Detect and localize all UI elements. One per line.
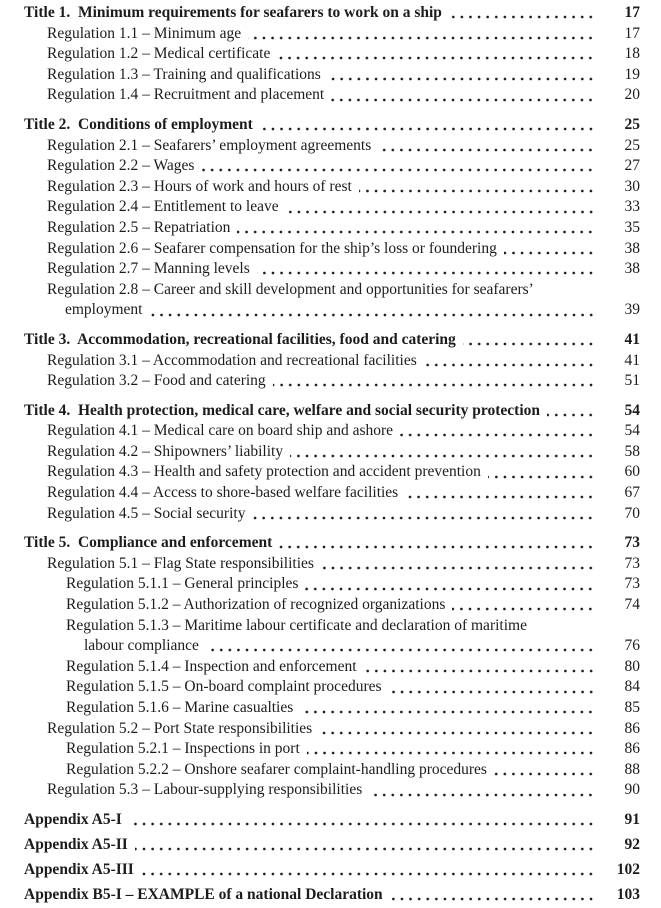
toc-entry-label: Regulation 5.2 – Port State responsibilities (47, 719, 313, 737)
toc-entry-label: Regulation 2.5 – Repatriation (47, 218, 231, 236)
dot-leader (135, 835, 595, 856)
toc-entry-regulation-5-3 (24, 780, 640, 801)
toc-entry-regulation-2-6 (24, 239, 640, 260)
toc-entry-label: Title 5. Compliance and enforcement (24, 534, 273, 552)
toc-entry-regulation-2-8 (24, 280, 640, 301)
toc-entry-regulation-5-1-3 (24, 616, 640, 637)
toc-entry-label: Regulation 2.1 – Seafarers’ employment agreements (47, 136, 372, 154)
toc-entry-appendix-a5-i (24, 810, 640, 831)
toc-entry-regulation-5-1-5 (24, 677, 640, 698)
dot-leader (321, 554, 595, 575)
toc-entry-page: 54 (624, 422, 640, 440)
toc-entry-regulation-2-1 (24, 136, 640, 157)
table-of-contents (24, 3, 640, 906)
toc-entry-regulation-5-2-2 (24, 760, 640, 781)
toc-entry-title-4 (24, 401, 640, 422)
toc-entry-page: 20 (624, 86, 640, 104)
toc-entry-page: 86 (624, 740, 640, 758)
dot-leader (405, 483, 595, 504)
toc-entry-label: Regulation 5.2.2 – Onshore seafarer complaint-handling procedures (66, 760, 487, 778)
toc-entry-page: 41 (624, 351, 640, 369)
toc-entry-label: Regulation 5.2.1 – Inspections in port (66, 740, 300, 758)
toc-entry-label: Regulation 3.2 – Food and catering (47, 372, 266, 390)
toc-entry-page: 76 (624, 637, 640, 655)
toc-entry-page: 17 (624, 24, 640, 42)
toc-entry-page: 30 (624, 177, 640, 195)
toc-entry-page: 91 (624, 810, 640, 828)
toc-entry-page: 73 (624, 534, 640, 552)
dot-leader (300, 698, 595, 719)
toc-entry-label: Regulation 3.1 – Accommodation and recreational facilities (47, 351, 417, 369)
toc-entry-page: 38 (624, 260, 640, 278)
toc-entry-page: 38 (624, 239, 640, 257)
toc-entry-page: 90 (624, 781, 640, 799)
toc-entry-label: Appendix A5-II (24, 836, 128, 854)
toc-entry-page: 51 (624, 372, 640, 390)
toc-entry-page: 18 (624, 45, 640, 63)
dot-leader (390, 885, 595, 906)
toc-entry-appendix-a5-ii (24, 835, 640, 856)
toc-entry-label: Regulation 5.3 – Labour-supplying responsibilities (47, 781, 363, 799)
toc-entry-regulation-2-4 (24, 197, 640, 218)
toc-entry-regulation-2-2 (24, 156, 640, 177)
toc-entry-label: Regulation 4.3 – Health and safety protection and accident prevention (47, 463, 481, 481)
toc-entry-title-2 (24, 115, 640, 136)
toc-entry-page: 25 (624, 115, 640, 133)
toc-entry-label: Regulation 2.3 – Hours of work and hours of rest (47, 177, 352, 195)
toc-entry-page: 70 (624, 504, 640, 522)
dot-leader (488, 462, 595, 483)
toc-entry-page: 73 (624, 554, 640, 572)
toc-entry-appendix-a5-iii (24, 860, 640, 881)
toc-entry-regulation-5-1-1 (24, 574, 640, 595)
toc-entry-regulation-1-4 (24, 85, 640, 106)
toc-entry-page: 102 (616, 861, 640, 879)
toc-entry-page: 41 (624, 330, 640, 348)
toc-entry-label: Regulation 5.1.3 – Maritime labour certificate and declaration of maritime (66, 616, 527, 634)
toc-entry-label: Regulation 2.8 – Career and skill development and opportunities for seafarers’ (47, 280, 534, 298)
toc-entry-label: Regulation 1.2 – Medical certificate (47, 45, 271, 63)
dot-leader (277, 44, 595, 65)
toc-entry-page: 17 (624, 4, 640, 21)
dot-leader (494, 760, 595, 781)
toc-entry-regulation-1-1 (24, 24, 640, 45)
toc-entry-regulation-5-1-6 (24, 698, 640, 719)
toc-entry-page: 58 (624, 442, 640, 460)
toc-entry-regulation-5-1 (24, 554, 640, 575)
toc-entry-label: Regulation 5.1.4 – Inspection and enforcement (66, 657, 357, 675)
toc-entry-regulation-5-1-2 (24, 595, 640, 616)
toc-entry-label: Regulation 1.1 – Minimum age (47, 24, 242, 42)
toc-entry-page: 84 (624, 678, 640, 696)
dot-leader (364, 657, 595, 678)
toc-entry-label: Regulation 2.2 – Wages (47, 157, 195, 175)
dot-leader (260, 115, 595, 136)
toc-entry-label: labour compliance (84, 637, 199, 655)
toc-entry-page: 60 (624, 463, 640, 481)
dot-leader (305, 574, 595, 595)
toc-entry-appendix-b5-i (24, 885, 640, 906)
toc-entry-label: employment (65, 301, 143, 319)
toc-entry-regulation-5-1-3-continuation (24, 636, 640, 657)
toc-entry-page: 86 (624, 719, 640, 737)
toc-entry-label: Title 1. Minimum requirements for seafarers to work on a ship (24, 4, 442, 21)
toc-entry-label: Regulation 4.4 – Access to shore-based welfare facilities (47, 484, 399, 502)
toc-entry-regulation-5-2-1 (24, 739, 640, 760)
toc-entry-regulation-1-3 (24, 65, 640, 86)
toc-entry-label: Appendix A5-I (24, 810, 122, 828)
toc-entry-label: Regulation 5.1.2 – Authorization of recognized organizations (66, 596, 446, 614)
dot-leader (319, 719, 595, 740)
dot-leader (141, 860, 595, 881)
toc-entry-page: 19 (624, 65, 640, 83)
dot-leader (331, 85, 595, 106)
toc-entry-label: Appendix B5-I – EXAMPLE of a national Declaration (24, 886, 383, 904)
toc-entry-label: Regulation 4.5 – Social security (47, 504, 246, 522)
toc-entry-label: Regulation 1.3 – Training and qualifications (47, 65, 321, 83)
dot-leader (400, 421, 595, 442)
dot-leader (328, 65, 595, 86)
dot-leader (307, 739, 595, 760)
dot-leader (449, 3, 595, 24)
toc-entry-label: Regulation 4.2 – Shipowners’ liability (47, 442, 284, 460)
toc-entry-page: 85 (624, 699, 640, 716)
dot-leader (248, 24, 595, 45)
toc-entry-page: 73 (624, 575, 640, 593)
toc-entry-regulation-3-1 (24, 351, 640, 372)
toc-entry-regulation-4-1 (24, 421, 640, 442)
toc-entry-title-5 (24, 533, 640, 554)
toc-entry-label: Regulation 5.1.6 – Marine casualties (66, 699, 294, 716)
toc-entry-label: Regulation 1.4 – Recruitment and placement (47, 86, 325, 104)
toc-entry-page: 92 (624, 836, 640, 854)
dot-leader (252, 504, 595, 525)
toc-entry-regulation-4-5 (24, 504, 640, 525)
toc-entry-label: Regulation 5.1 – Flag State responsibilities (47, 554, 314, 572)
toc-entry-regulation-2-5 (24, 218, 640, 239)
dot-leader (129, 810, 595, 831)
toc-entry-regulation-3-2 (24, 371, 640, 392)
toc-entry-title-1 (24, 3, 640, 24)
dot-leader (359, 177, 595, 198)
toc-entry-label: Regulation 2.4 – Entitlement to leave (47, 198, 279, 216)
toc-entry-label: Title 3. Accommodation, recreational facilities, food and catering (24, 330, 456, 348)
toc-entry-label: Title 4. Health protection, medical care, welfare and social security protection (24, 401, 541, 419)
toc-entry-page: 74 (624, 596, 640, 614)
toc-entry-page: 54 (624, 401, 640, 419)
dot-leader (463, 330, 595, 351)
dot-leader (369, 780, 595, 801)
dot-leader (273, 371, 595, 392)
dot-leader (424, 351, 595, 372)
toc-entry-label: Regulation 5.1.1 – General principles (66, 575, 299, 593)
toc-entry-label: Regulation 2.6 – Seafarer compensation for the ship’s loss or foundering (47, 239, 497, 257)
toc-entry-label: Regulation 4.1 – Medical care on board ship and ashore (47, 422, 394, 440)
toc-entry-page: 80 (624, 657, 640, 675)
dot-leader (279, 533, 595, 554)
dot-leader (290, 442, 595, 463)
toc-entry-page: 88 (624, 760, 640, 778)
toc-entry-regulation-2-7 (24, 259, 640, 280)
toc-entry-regulation-4-4 (24, 483, 640, 504)
dot-leader (378, 136, 595, 157)
dot-leader (389, 677, 595, 698)
toc-entry-page: 67 (624, 484, 640, 502)
toc-entry-page: 35 (624, 218, 640, 236)
toc-entry-page: 27 (624, 157, 640, 175)
toc-entry-regulation-2-8-continuation (24, 300, 640, 321)
dot-leader (452, 595, 595, 616)
toc-entry-regulation-4-2 (24, 442, 640, 463)
toc-entry-regulation-2-3 (24, 177, 640, 198)
dot-leader (201, 156, 595, 177)
toc-entry-page: 25 (624, 136, 640, 154)
toc-entry-regulation-4-3 (24, 462, 640, 483)
dot-leader (206, 636, 595, 657)
toc-entry-regulation-1-2 (24, 44, 640, 65)
dot-leader (237, 218, 595, 239)
dot-leader (286, 197, 595, 218)
toc-entry-label: Regulation 2.7 – Manning levels (47, 260, 250, 278)
dot-leader (504, 239, 595, 260)
toc-entry-page: 33 (624, 198, 640, 216)
toc-entry-label: Regulation 5.1.5 – On-board complaint procedures (66, 678, 382, 696)
toc-entry-page: 103 (616, 886, 640, 904)
toc-entry-label: Title 2. Conditions of employment (24, 115, 253, 133)
dot-leader (547, 401, 595, 422)
toc-entry-label: Appendix A5-III (24, 861, 134, 879)
toc-entry-title-3 (24, 330, 640, 351)
dot-leader (150, 300, 596, 321)
toc-entry-page: 39 (624, 301, 640, 319)
toc-entry-regulation-5-1-4 (24, 657, 640, 678)
dot-leader (257, 259, 595, 280)
toc-entry-regulation-5-2 (24, 719, 640, 740)
